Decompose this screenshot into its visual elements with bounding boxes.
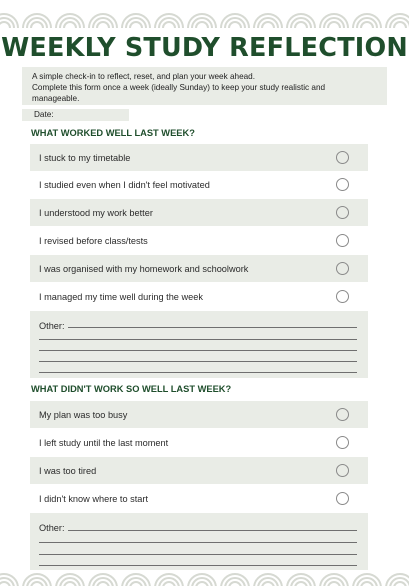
arch-stroke [394,582,406,586]
checkbox-circle[interactable] [336,151,349,164]
checklist-item[interactable] [30,485,368,512]
checklist-item[interactable] [30,255,368,282]
arch-stroke [163,22,175,28]
checkbox-circle[interactable] [336,290,349,303]
arch-stroke [262,22,274,28]
checklist-item[interactable] [30,171,368,198]
arch-stroke [229,22,241,28]
writing-line[interactable] [39,372,357,373]
checklist-item-label: I was too tired [39,465,97,476]
arch-pattern-top-svg [0,0,409,30]
checklist-item-label: I managed my time well during the week [39,291,203,302]
intro-line-2: Complete this form once a week (ideally Sunday) to keep your study realistic and manageable. [32,83,326,103]
writing-line[interactable] [39,339,357,340]
checklist-item[interactable] [30,457,368,484]
writing-line[interactable] [39,361,357,362]
other-label: Other: [39,523,65,533]
arch-stroke [196,22,208,28]
checklist-item-label: My plan was too busy [39,409,128,420]
decorative-arch-pattern-bottom [0,572,409,586]
arch-stroke [361,22,373,28]
arch-pattern-bottom-svg [0,572,409,586]
checklist-item-label: I didn't know where to start [39,493,148,504]
arch-stroke [97,22,109,28]
arch-stroke [361,582,373,586]
writing-line[interactable] [39,350,357,351]
writing-line[interactable] [39,542,357,543]
checklist-item[interactable] [30,227,368,254]
arch-stroke [262,582,274,586]
other-notes-box[interactable] [30,513,368,570]
checklist-item-label: I left study until the last moment [39,437,169,448]
arch-stroke [64,22,76,28]
arch-stroke [196,582,208,586]
arch-stroke [394,22,406,28]
page-title: WEEKLY STUDY REFLECTION [1,33,408,63]
checklist-item-label: I was organised with my homework and schoolwork [39,263,249,274]
arch-stroke [0,22,10,28]
checkbox-circle[interactable] [336,262,349,275]
arch-stroke [130,582,142,586]
checklist-item[interactable] [30,429,368,456]
checkbox-circle[interactable] [336,464,349,477]
writing-line[interactable] [39,565,357,566]
checklist-item-label: I stuck to my timetable [39,152,131,163]
checkbox-circle[interactable] [336,408,349,421]
arch-stroke [328,582,340,586]
arch-stroke [64,582,76,586]
checkbox-circle[interactable] [336,436,349,449]
writing-line[interactable] [39,554,357,555]
checkbox-circle[interactable] [336,206,349,219]
arch-stroke [130,22,142,28]
decorative-arch-pattern-top [0,0,409,30]
other-label: Other: [39,321,65,331]
checklist-item[interactable] [30,199,368,226]
arch-stroke [159,18,179,28]
checkbox-circle[interactable] [336,492,349,505]
arch-stroke [295,582,307,586]
arch-stroke [163,582,175,586]
arch-stroke [97,582,109,586]
checkbox-circle[interactable] [336,234,349,247]
section-heading-worked-well: WHAT WORKED WELL LAST WEEK? [31,128,195,138]
checklist-item[interactable] [30,283,368,310]
checklist-item-label: I revised before class/tests [39,235,148,246]
checkbox-circle[interactable] [336,178,349,191]
arch-stroke [295,22,307,28]
checklist-item-label: I studied even when I didn't feel motivated [39,179,210,190]
arch-stroke [229,582,241,586]
other-notes-box[interactable] [30,311,368,378]
intro-text [32,71,372,104]
arch-stroke [328,22,340,28]
section-heading-didnt-work: WHAT DIDN'T WORK SO WELL LAST WEEK? [31,384,232,394]
arch-stroke [31,22,43,28]
date-label: Date: [34,110,54,119]
checklist-item-label: I understood my work better [39,207,153,218]
arch-stroke [0,582,10,586]
checklist-item[interactable] [30,401,368,428]
checklist-item[interactable] [30,144,368,171]
writing-line[interactable] [68,530,357,531]
intro-line-1: A simple check-in to reflect, reset, and plan your week ahead. [32,72,256,81]
writing-line[interactable] [68,327,357,328]
arch-stroke [31,582,43,586]
